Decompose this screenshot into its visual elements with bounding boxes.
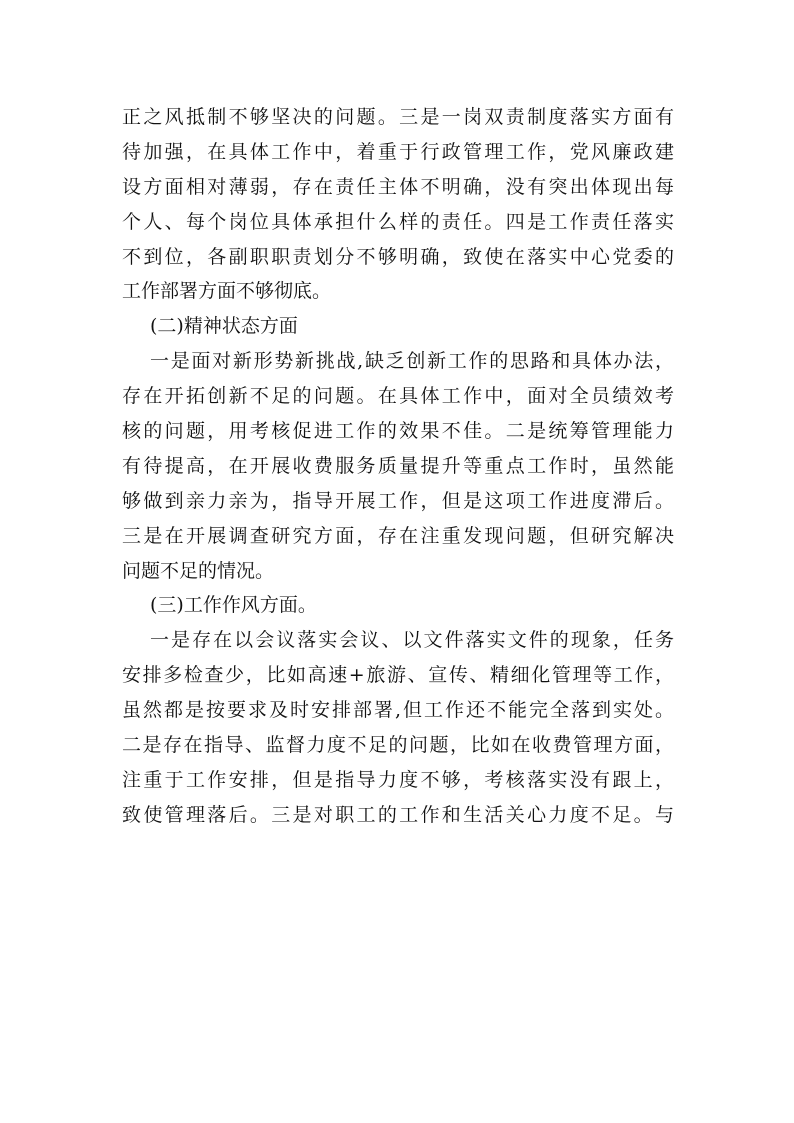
text-line: 够做到亲力亲为，指导开展工作，但是这项工作进度滞后。 bbox=[122, 489, 674, 512]
text-line: 设方面相对薄弱，存在责任主体不明确，没有突出体现出每 bbox=[122, 175, 674, 198]
section-heading-work-style: (三)工作作风方面。 bbox=[150, 594, 317, 617]
paragraph-end-line: 问题不足的情况。 bbox=[122, 559, 275, 582]
paragraph-end-line: 工作部署方面不够彻底。 bbox=[122, 280, 332, 303]
text-line: 核的问题，用考核促进工作的效果不佳。二是统筹管理能力 bbox=[122, 420, 674, 443]
text-line: 一是面对新形势新挑战,缺乏创新工作的思路和具体办法， bbox=[150, 350, 674, 373]
text-line: 安排多检查少，比如高速+旅游、宣传、精细化管理等工作， bbox=[122, 664, 674, 687]
text-line: 有待提高，在开展收费服务质量提升等重点工作时，虽然能 bbox=[122, 454, 674, 477]
text-line: 三是在开展调查研究方面，存在注重发现问题，但研究解决 bbox=[122, 524, 674, 547]
document-body bbox=[122, 100, 674, 833]
text-line: 待加强，在具体工作中，着重于行政管理工作，党风廉政建 bbox=[122, 140, 674, 163]
text-line: 个人、每个岗位具体承担什么样的责任。四是工作责任落实 bbox=[122, 210, 674, 233]
section-heading-spirit: (二)精神状态方面 bbox=[150, 315, 298, 338]
text-line: 存在开拓创新不足的问题。在具体工作中，面对全员绩效考 bbox=[122, 385, 674, 408]
text-line: 不到位，各副职职责划分不够明确，致使在落实中心党委的 bbox=[122, 245, 674, 268]
text-line: 正之风抵制不够坚决的问题。三是一岗双责制度落实方面有 bbox=[122, 106, 674, 128]
text-line: 致使管理落后。三是对职工的工作和生活关心力度不足。与 bbox=[122, 803, 674, 826]
text-line: 二是存在指导、监督力度不足的问题，比如在收费管理方面， bbox=[122, 734, 674, 757]
text-line: 一是存在以会议落实会议、以文件落实文件的现象，任务 bbox=[150, 629, 674, 652]
text-line: 虽然都是按要求及时安排部署,但工作还不能完全落到实处。 bbox=[122, 699, 674, 722]
text-line: 注重于工作安排，但是指导力度不够，考核落实没有跟上， bbox=[122, 768, 674, 791]
